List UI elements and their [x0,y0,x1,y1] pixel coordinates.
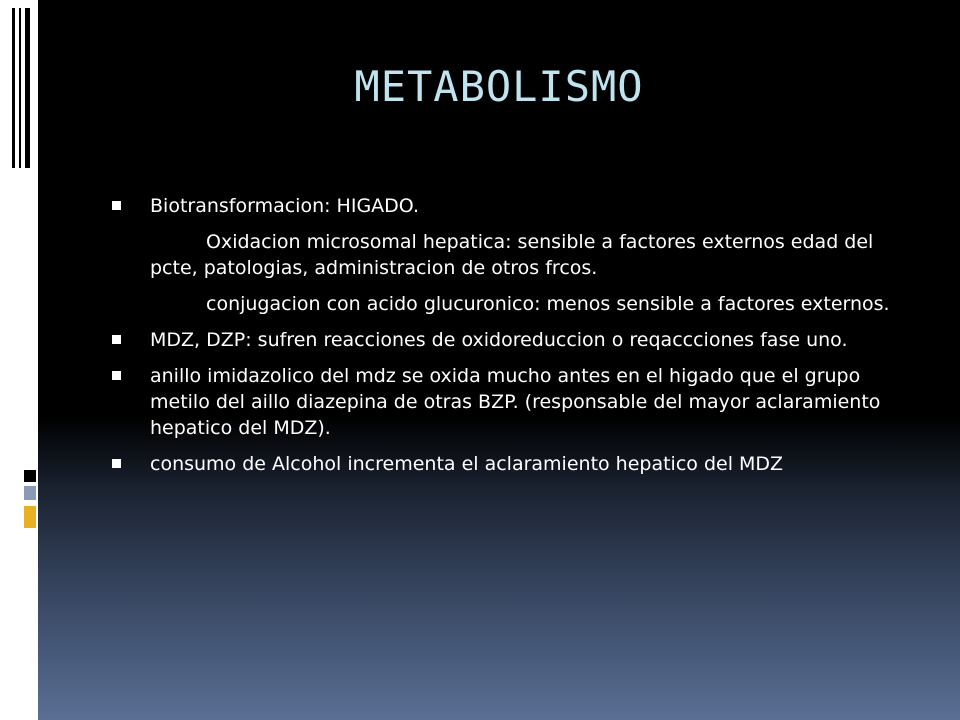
list-item-text: anillo imidazolico del mdz se oxida mucho antes en el higado que el grupo metilo del aillo diazepina de otras BZP. (responsable del mayor aclaramiento hepatico del MDZ). [150,365,881,439]
list-item-text: consumo de Alcohol incrementa el aclaramiento hepatico del MDZ [150,453,784,475]
list-item-text: Biotransformacion: HIGADO. [150,195,420,217]
square-bullet-icon [112,459,121,468]
list-item-text: conjugacion con acido glucuronico: menos sensible a factores externos. [206,293,890,315]
decorative-squares [24,470,36,540]
square-bullet-icon [112,201,121,210]
square-bullet-icon [112,335,121,344]
list-item-text: MDZ, DZP: sufren reacciones de oxidoreduccion o reqaccciones fase uno. [150,329,848,351]
list-item [112,363,902,441]
square-bullet-icon [112,371,121,380]
slide-title: METABOLISMO [354,62,644,111]
list-item-indented [112,291,902,317]
left-decorative-bar [0,0,38,720]
list-item [112,327,902,353]
slide-body [112,193,902,487]
decorative-stripes [6,8,32,168]
list-item [112,451,902,477]
list-item-indented [112,229,902,281]
list-item [112,193,902,219]
list-item-text: Oxidacion microsomal hepatica: sensible a factores externos edad del pcte, patologias, administracion de otros frcos. [150,231,874,279]
